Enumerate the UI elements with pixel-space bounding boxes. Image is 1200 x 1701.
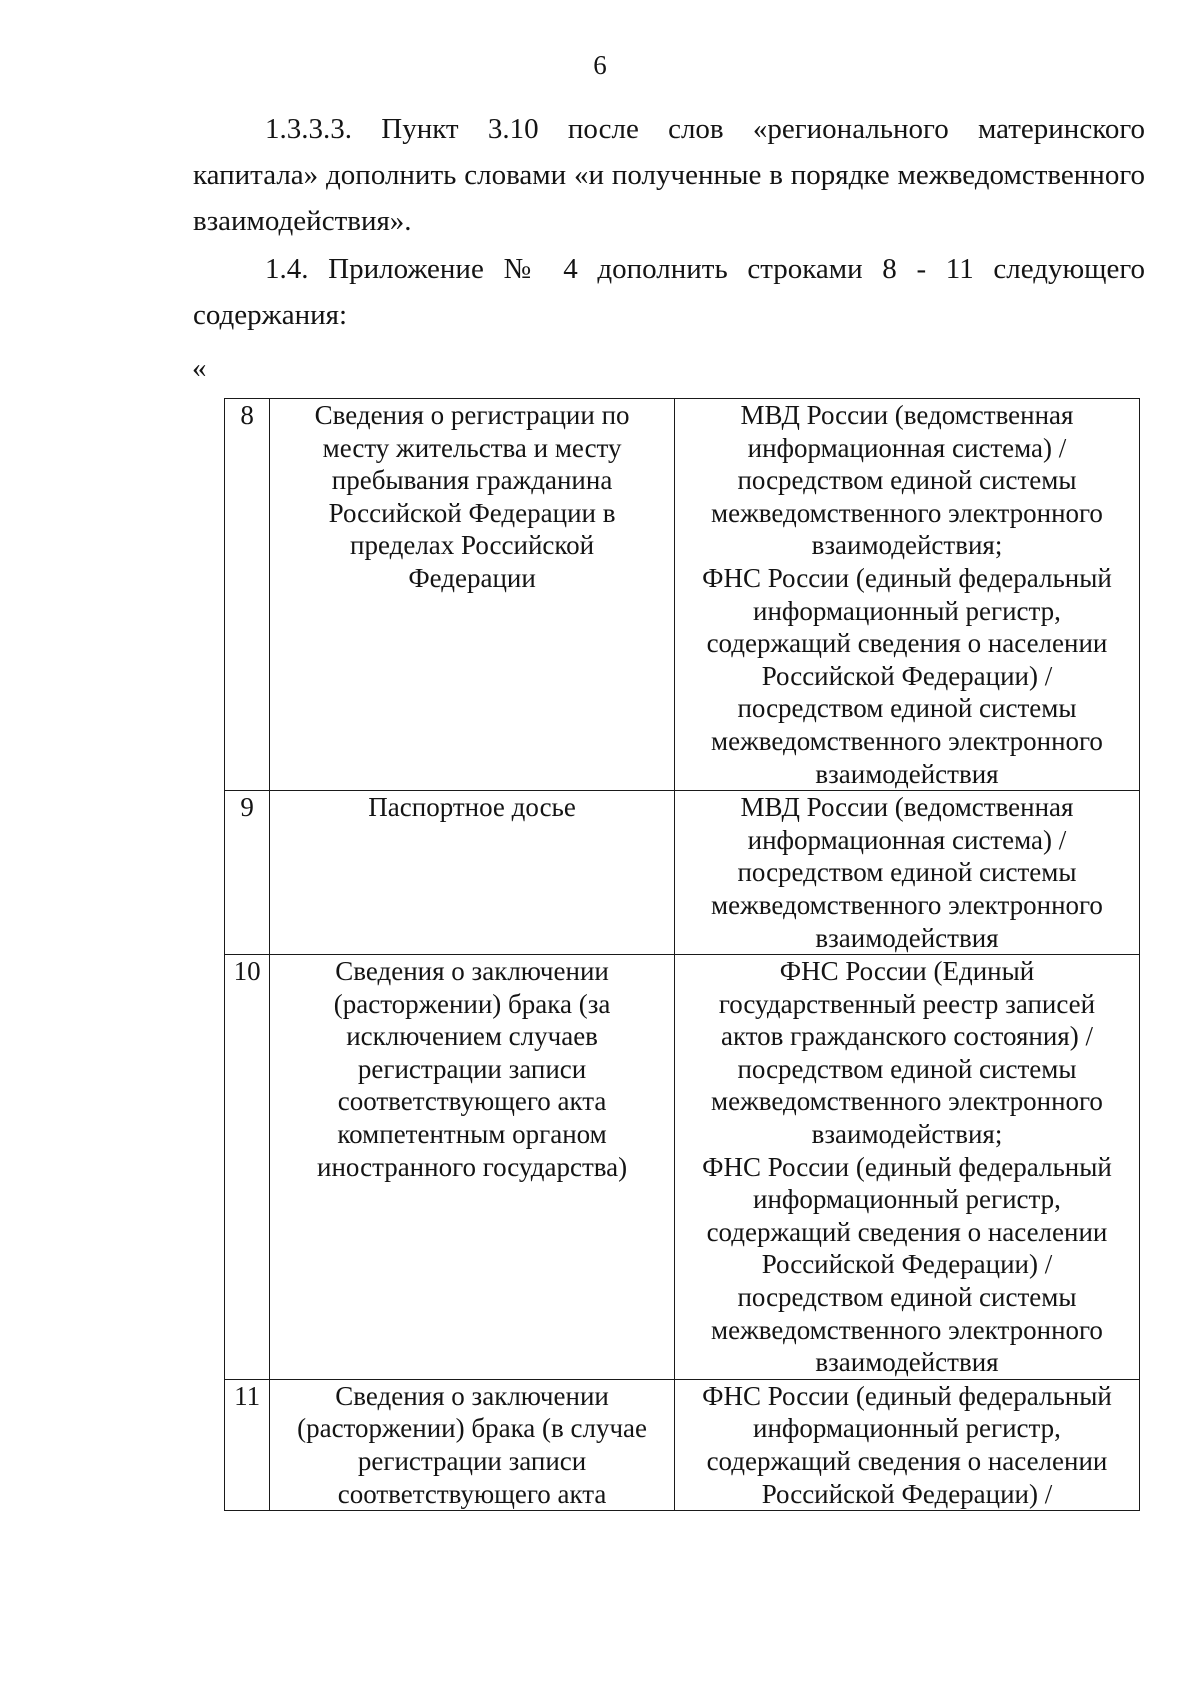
- table-row: [225, 399, 1140, 791]
- source-line: межведомственного электронного: [711, 1314, 1103, 1345]
- source-cell: [674, 955, 1139, 1380]
- row-number-cell: 11: [225, 1379, 270, 1510]
- opening-quote: «: [192, 352, 207, 384]
- source-line: информационный регистр,: [753, 1413, 1061, 1444]
- source-cell: [674, 791, 1139, 955]
- info-name-cell: [270, 955, 675, 1380]
- page-number: 6: [593, 50, 607, 80]
- source-line: ФНС России (единый федеральный: [702, 562, 1112, 593]
- row-number-cell: 8: [225, 399, 270, 791]
- source-line: МВД России (ведомственная: [740, 792, 1074, 823]
- source-line: информационный регистр,: [753, 1184, 1061, 1215]
- source-line: взаимодействия: [815, 758, 999, 789]
- source-line: государственный реестр записей: [718, 988, 1096, 1019]
- info-line: соответствующего акта: [337, 1478, 607, 1509]
- source-line: посредством единой системы: [737, 465, 1077, 496]
- info-line: пределах Российской: [350, 530, 595, 561]
- info-name-cell: [270, 791, 675, 955]
- source-line: посредством единой системы: [737, 693, 1077, 724]
- info-line: Паспортное досье: [368, 792, 576, 823]
- info-line: (расторжении) брака (в случае: [297, 1413, 648, 1444]
- info-line: Сведения о заключении: [335, 956, 609, 987]
- source-line: информационная система) /: [747, 824, 1067, 855]
- source-line: взаимодействия;: [811, 1119, 1003, 1150]
- row-number-cell: 9: [225, 791, 270, 955]
- source-line: ФНС России (Единый: [779, 956, 1035, 987]
- source-line: Российской Федерации) /: [761, 1249, 1053, 1280]
- info-line: месту жительства и месту: [322, 432, 622, 463]
- source-line: межведомственного электронного: [711, 889, 1103, 920]
- source-line: посредством единой системы: [737, 1282, 1077, 1313]
- source-line: Российской Федерации) /: [761, 660, 1053, 691]
- info-name-cell: [270, 1379, 675, 1510]
- info-line: регистрации записи: [357, 1053, 587, 1084]
- info-line: регистрации записи: [357, 1446, 587, 1476]
- source-line: содержащий сведения о населении: [706, 628, 1108, 659]
- source-line: взаимодействия;: [811, 530, 1003, 561]
- info-line: Федерации: [408, 562, 536, 593]
- paragraph-1-3-3-3: 1.3.3.3. Пункт 3.10 после слов «регионального материнского капитала» дополнить словами «и полученные в порядке межведомственного взаимодействия».: [193, 113, 1145, 237]
- source-line: информационная система) /: [747, 432, 1067, 463]
- source-line: Российской Федерации) /: [761, 1478, 1053, 1509]
- source-cell: [674, 399, 1139, 791]
- info-line: пребывания гражданина: [331, 465, 613, 496]
- info-line: (расторжении) брака (за: [333, 988, 611, 1019]
- row-number-cell: 10: [225, 955, 270, 1380]
- table-row: [225, 791, 1140, 955]
- source-cell: [674, 1379, 1139, 1510]
- source-line: межведомственного электронного: [711, 1086, 1103, 1117]
- table-row: [225, 1379, 1140, 1510]
- appendix-table: [224, 398, 1140, 1511]
- source-line: посредством единой системы: [737, 857, 1077, 888]
- info-line: исключением случаев: [346, 1021, 598, 1052]
- info-line: Российской Федерации в: [328, 497, 616, 528]
- source-line: информационный регистр,: [753, 595, 1061, 626]
- info-line: соответствующего акта: [337, 1086, 607, 1117]
- info-line: Сведения о заключении: [335, 1380, 609, 1411]
- source-line: актов гражданского состояния) /: [720, 1021, 1093, 1052]
- source-line: ФНС России (единый федеральный: [702, 1151, 1112, 1182]
- table-row: [225, 955, 1140, 1380]
- info-name-cell: [270, 399, 675, 791]
- source-line: посредством единой системы: [737, 1053, 1077, 1084]
- source-line: МВД России (ведомственная: [740, 400, 1074, 430]
- source-line: межведомственного электронного: [711, 725, 1103, 756]
- source-line: содержащий сведения о населении: [706, 1446, 1108, 1476]
- source-line: содержащий сведения о населении: [706, 1216, 1108, 1247]
- paragraph-1-4: 1.4. Приложение № 4 дополнить строками 8 - 11 следующего содержания:: [193, 253, 1145, 331]
- info-line: Сведения о регистрации по: [314, 400, 630, 430]
- source-line: взаимодействия: [815, 1347, 999, 1378]
- source-line: ФНС России (единый федеральный: [702, 1380, 1112, 1411]
- source-line: взаимодействия: [815, 922, 999, 953]
- source-line: межведомственного электронного: [711, 497, 1103, 528]
- info-line: компетентным органом: [337, 1119, 607, 1150]
- info-line: иностранного государства): [317, 1151, 628, 1182]
